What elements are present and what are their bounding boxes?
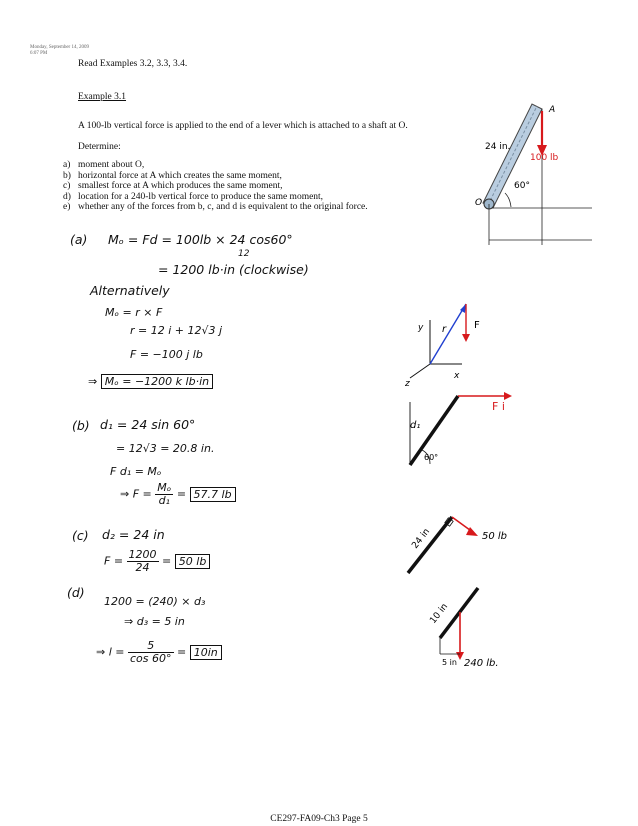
sketch-240lb-force [400,580,520,670]
svg-text:10 in: 10 in [428,601,451,626]
example-title: Example 3.1 [78,92,127,102]
svg-text:z: z [405,379,410,389]
sketch-horizontal-force [400,390,530,475]
problem-statement: A 100-lb vertical force is applied to the end of a lever which is attached to a shaft at O. [78,121,408,131]
part-b-line1: d₁ = 24 sin 60° [100,417,196,432]
question-d: d) location for a 240-lb vertical force to produce the same moment, [63,191,324,202]
question-e: e) whether any of the forces from b, c, and d is equivalent to the original force. [63,202,368,212]
svg-text:d₁: d₁ [410,420,421,431]
part-c-answer: 50 lb [175,554,211,569]
date-stamp: Monday, September 14, 2009 [30,45,89,50]
svg-text:y: y [418,323,424,333]
part-a-denominator: 12 [238,249,250,259]
question-b: b) horizontal force at A which creates the same moment, [63,170,282,181]
alt-line2: r = 12 i + 12√3 j [130,324,223,337]
svg-text:F i: F i [492,400,505,413]
svg-text:F: F [474,320,480,331]
part-d-line1: 1200 = (240) × d₃ [104,595,206,608]
svg-text:60°: 60° [424,453,439,462]
question-list [63,160,368,213]
r-vector [430,304,466,364]
part-d-line2: ⇒ d₃ = 5 in [124,615,185,628]
part-b-answer: 57.7 lb [190,487,236,502]
determine-label: Determine: [78,142,121,152]
label-O: O [475,198,483,208]
alt-line1: Mₒ = r × F [105,306,163,319]
lever-figure [470,90,595,250]
alt-result: ⇒ Mₒ = −1200 k lb·in [88,375,213,388]
part-a-line2: = 1200 lb·in (clockwise) [158,262,309,277]
read-instruction: Read Examples 3.2, 3.3, 3.4. [78,59,188,69]
svg-text:240 lb.: 240 lb. [464,658,499,669]
alt-line3: F = −100 j lb [130,348,203,361]
question-a: a) moment about O, [63,160,145,170]
part-d-fraction: $\frac{5}{\cos 60^\circ}$ [129,639,172,665]
svg-text:x: x [454,371,460,381]
alt-title: Alternatively [90,283,170,298]
sketch-r-F [400,290,510,390]
part-c-fraction: $\frac{1200}{24}$ [128,548,157,574]
part-b-fraction: $\frac{\text{Mₒ}}{\text{d₁}}$ [157,481,172,507]
alt-result-box: Mₒ = −1200 k lb·in [101,374,213,389]
part-b-line3: F d₁ = Mₒ [110,465,162,478]
label-force: 100 lb [530,153,559,163]
part-c-label: (c) [72,528,89,543]
part-c-line1: d₂ = 24 in [102,527,165,542]
part-b-label: (b) [72,418,90,433]
question-c: c) smallest force at A which produces the same moment, [63,181,283,191]
part-d-answer: 10in [190,645,222,660]
label-angle: 60° [514,181,530,191]
part-a-line1: Mₒ = Fd = 100lb × 24 cos60° [108,232,293,247]
part-b-line4: ⇒ F = $\frac{\text{Mₒ}}{\text{d₁}}$ = 57.7 lb [120,482,236,507]
svg-text:5 in: 5 in [442,658,457,667]
part-b-line2: = 12√3 = 20.8 in. [116,442,215,455]
part-c-line2: F = $\frac{1200}{24}$ = 50 lb [104,549,210,574]
svg-text:24 in: 24 in [410,526,433,551]
label-length: 24 in. [485,142,511,152]
part-a-label: (a) [70,232,88,247]
time-stamp: 6:07 PM [30,51,48,56]
sketch-smallest-force [400,505,530,580]
svg-text:50 lb: 50 lb [482,531,508,542]
label-A: A [549,105,556,115]
part-d-line3: ⇒ l = $\frac{5}{\cos 60^\circ}$ = 10in [96,640,222,665]
part-d-label: (d) [67,585,85,600]
page-footer: CE297-FA09-Ch3 Page 5 [270,814,368,824]
svg-text:r: r [442,324,447,335]
